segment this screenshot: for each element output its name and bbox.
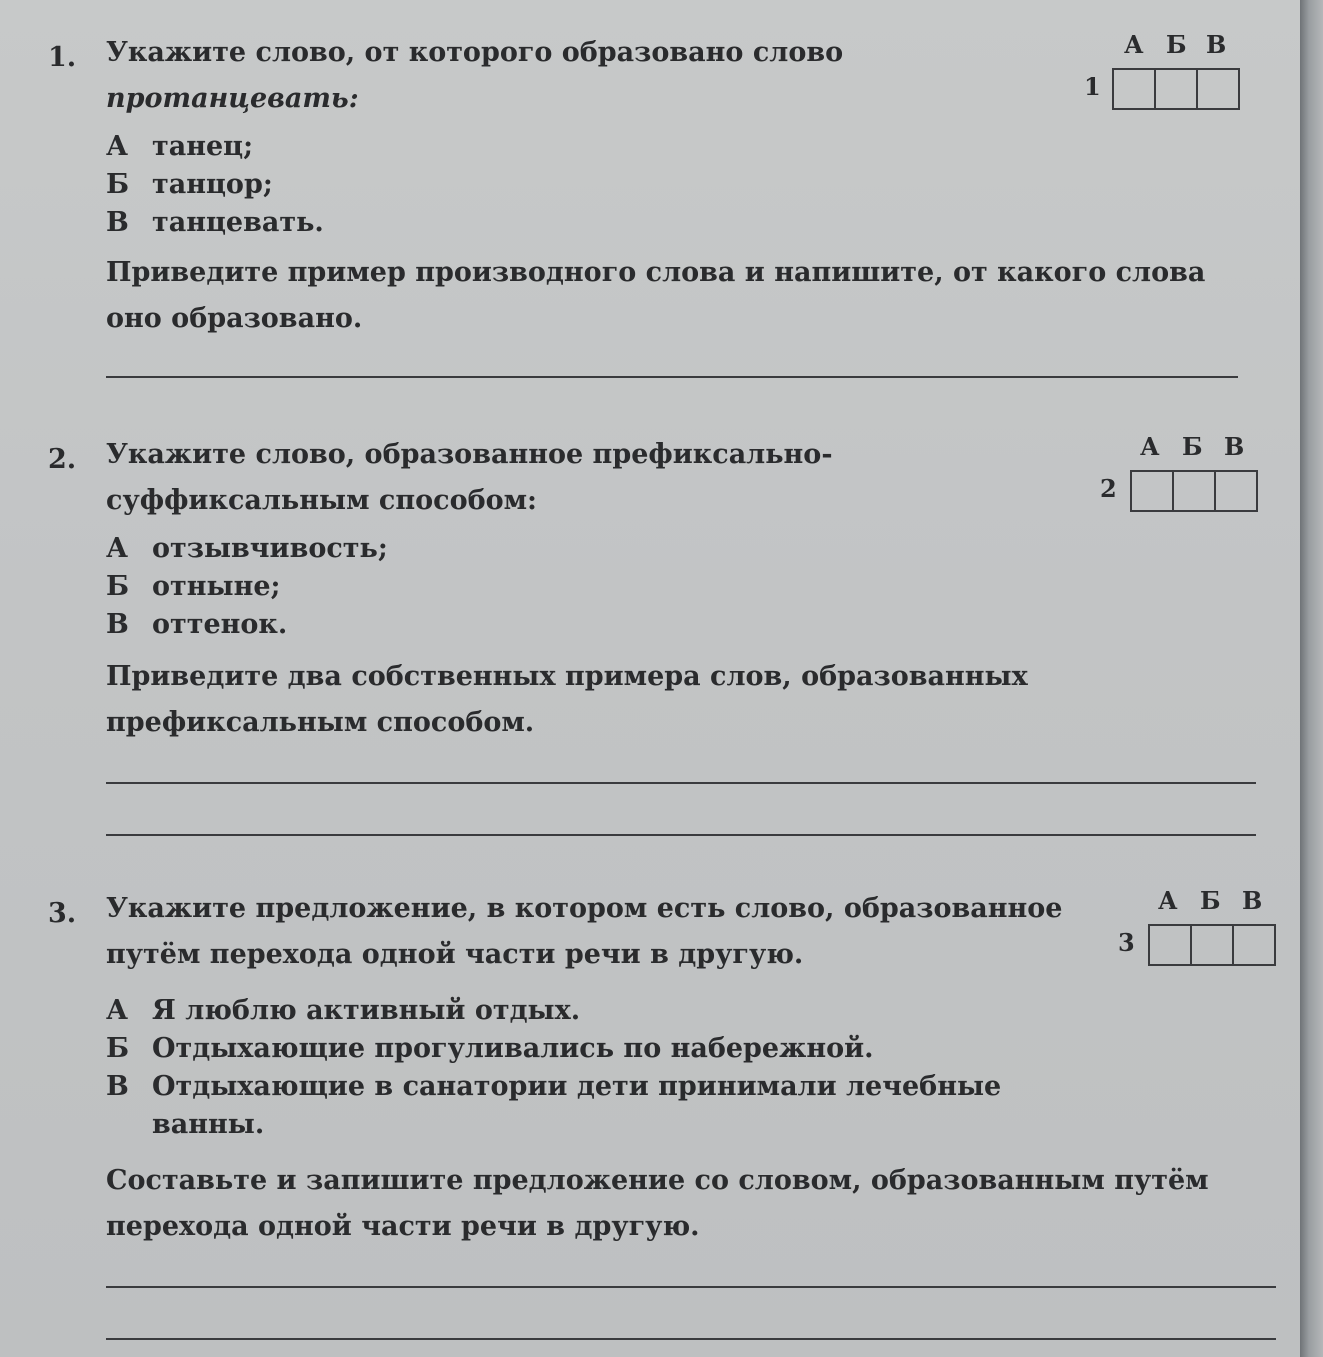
answer-options (106, 530, 388, 644)
grid-col-a: А (1158, 886, 1178, 915)
option-a (106, 992, 1082, 1030)
grid-task-number: 2 (1100, 474, 1117, 503)
option-text: Отдыхающие прогуливались по набережной. (152, 1033, 874, 1064)
grid-col-c: В (1242, 886, 1263, 915)
option-a (106, 128, 324, 166)
grid-col-a: А (1140, 432, 1160, 461)
answer-cell-b[interactable] (1174, 472, 1216, 510)
option-text: танцор; (152, 169, 273, 200)
question-emphasis: протанцевать: (106, 83, 359, 114)
answer-line[interactable] (106, 782, 1256, 784)
answer-cell-c[interactable] (1216, 472, 1256, 510)
answer-cells (1130, 470, 1258, 512)
grid-col-b: Б (1182, 432, 1203, 461)
option-letter: Б (106, 1033, 130, 1064)
grid-col-c: В (1224, 432, 1245, 461)
option-text: Я люблю активный отдых. (152, 995, 581, 1026)
task-question: Укажите предложение, в котором есть слово, образованное путём перехода одной части речи в другую. (106, 893, 1063, 970)
option-text: отзывчивость; (152, 533, 388, 564)
answer-cell-a[interactable] (1114, 70, 1156, 108)
option-b (106, 568, 388, 606)
option-text: Отдыхающие в санатории дети принимали лечебные ванны. (152, 1071, 1002, 1140)
task-question (106, 30, 1036, 122)
grid-col-b: Б (1200, 886, 1221, 915)
option-a (106, 530, 388, 568)
answer-cells (1148, 924, 1276, 966)
option-text: оттенок. (152, 609, 288, 640)
task-number: 3. (48, 898, 77, 929)
grid-col-a: А (1124, 30, 1144, 59)
option-letter: А (106, 533, 128, 564)
option-letter: В (106, 207, 129, 238)
task-number: 1. (48, 42, 77, 73)
task-prompt: Приведите два собственных примера слов, образованных префиксальным способом. (106, 661, 1028, 738)
answer-options (106, 992, 1082, 1144)
answer-line[interactable] (106, 376, 1238, 378)
answer-line[interactable] (106, 834, 1256, 836)
answer-cell-a[interactable] (1150, 926, 1192, 964)
option-letter: В (106, 1071, 129, 1102)
option-text: танцевать. (152, 207, 324, 238)
task-number: 2. (48, 444, 77, 475)
option-b (106, 1030, 1082, 1068)
answer-line[interactable] (106, 1286, 1276, 1288)
option-text: отныне; (152, 571, 281, 602)
grid-col-b: Б (1166, 30, 1187, 59)
option-b (106, 166, 324, 204)
grid-task-number: 1 (1084, 72, 1101, 101)
option-letter: Б (106, 169, 130, 200)
grid-col-c: В (1206, 30, 1227, 59)
answer-cell-b[interactable] (1156, 70, 1198, 108)
answer-cell-c[interactable] (1234, 926, 1274, 964)
task-prompt: Приведите пример производного слова и напишите, от какого слова оно образовано. (106, 257, 1206, 334)
answer-line[interactable] (106, 1338, 1276, 1340)
grid-task-number: 3 (1118, 928, 1135, 957)
answer-cells (1112, 68, 1240, 110)
answer-cell-c[interactable] (1198, 70, 1238, 108)
answer-cell-a[interactable] (1132, 472, 1174, 510)
option-c (106, 204, 324, 242)
option-letter: В (106, 609, 129, 640)
option-c (106, 1068, 1082, 1144)
answer-options (106, 128, 324, 242)
option-letter: А (106, 995, 128, 1026)
task-prompt: Составьте и запишите предложение со словом, образованным путём перехода одной части речи в другую. (106, 1165, 1209, 1242)
question-text: Укажите слово, от которого образовано слово (106, 37, 844, 68)
page-edge (1300, 0, 1323, 1357)
task-question: Укажите слово, образованное префиксально-суффиксальным способом: (106, 439, 833, 516)
option-letter: Б (106, 571, 130, 602)
option-text: танец; (152, 131, 254, 162)
answer-cell-b[interactable] (1192, 926, 1234, 964)
option-letter: А (106, 131, 128, 162)
option-c (106, 606, 388, 644)
